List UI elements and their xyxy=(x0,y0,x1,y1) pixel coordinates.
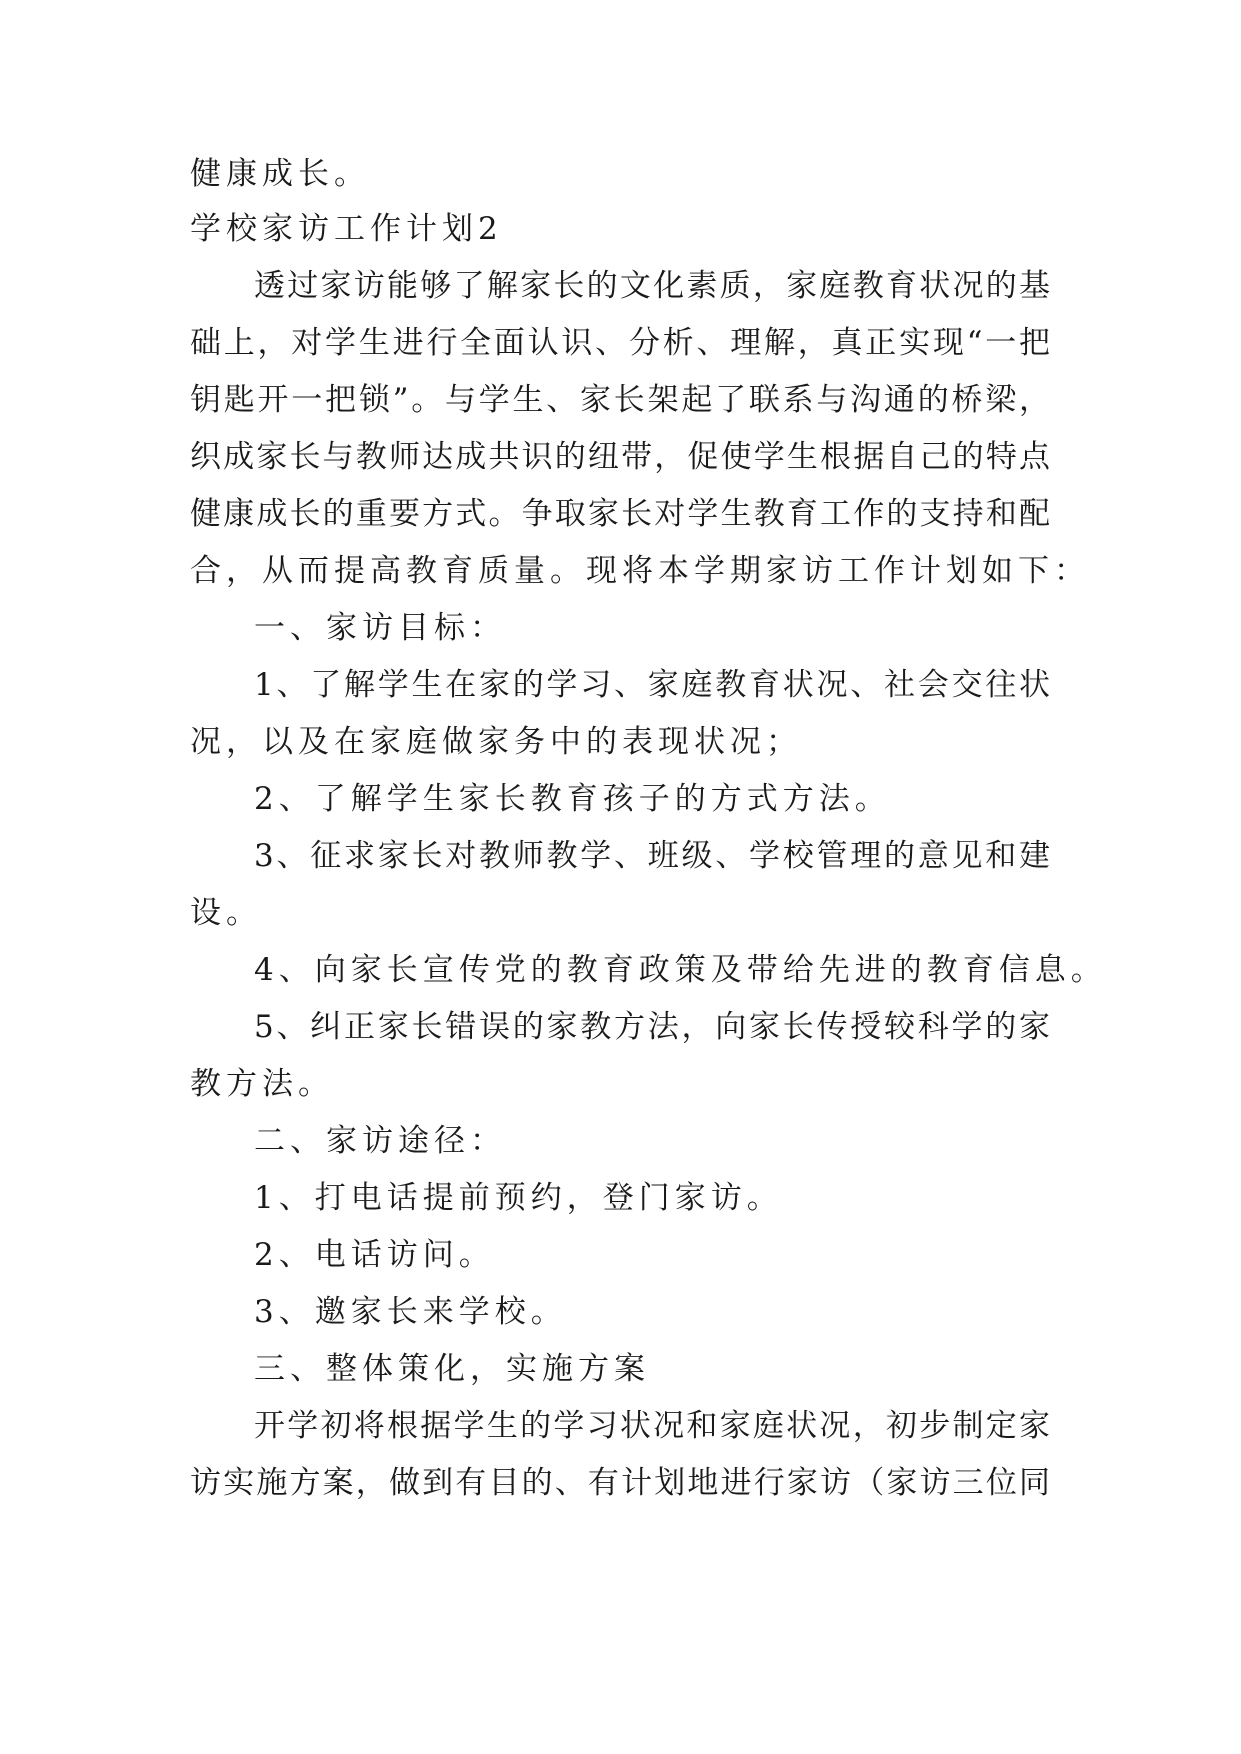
section-title: 学校家访工作计划2 xyxy=(190,211,503,247)
heading-channels: 二、家访途径： xyxy=(254,1123,506,1159)
list-item: 3、邀家长来学校。 xyxy=(254,1294,567,1330)
paragraph-line: 础上，对学生进行全面认识、分析、理解，真正实现“一把 xyxy=(190,325,1050,361)
list-item: 2、了解学生家长教育孩子的方式方法。 xyxy=(254,781,891,817)
text-line: 健康成长。 xyxy=(190,156,370,192)
paragraph-line: 合，从而提高教育质量。现将本学期家访工作计划如下： xyxy=(190,553,1090,589)
list-item: 1、打电话提前预约，登门家访。 xyxy=(254,1180,783,1216)
heading-plan: 三、整体策化，实施方案 xyxy=(254,1351,650,1387)
list-item-continued: 设。 xyxy=(190,895,262,931)
paragraph-line: 健康成长的重要方式。争取家长对学生教育工作的支持和配 xyxy=(190,496,1050,532)
paragraph-line: 访实施方案，做到有目的、有计划地进行家访（家访三位同 xyxy=(190,1465,1050,1501)
list-item-continued: 况，以及在家庭做家务中的表现状况； xyxy=(190,724,802,760)
paragraph-line: 透过家访能够了解家长的文化素质，家庭教育状况的基 xyxy=(254,268,1050,304)
paragraph-line: 织成家长与教师达成共识的纽带，促使学生根据自己的特点 xyxy=(190,439,1050,475)
list-item: 5、纠正家长错误的家教方法，向家长传授较科学的家 xyxy=(254,1009,1050,1045)
paragraph-line: 钥匙开一把锁”。与学生、家长架起了联系与沟通的桥梁， xyxy=(190,382,1050,418)
paragraph-line: 开学初将根据学生的学习状况和家庭状况，初步制定家 xyxy=(254,1408,1050,1444)
list-item: 1、了解学生在家的学习、家庭教育状况、社会交往状 xyxy=(254,667,1050,703)
list-item-continued: 教方法。 xyxy=(190,1066,334,1102)
list-item: 4、向家长宣传党的教育政策及带给先进的教育信息。 xyxy=(254,952,1107,988)
list-item: 2、电话访问。 xyxy=(254,1237,495,1273)
heading-goals: 一、家访目标： xyxy=(254,610,506,646)
list-item: 3、征求家长对教师教学、班级、学校管理的意见和建 xyxy=(254,838,1050,874)
